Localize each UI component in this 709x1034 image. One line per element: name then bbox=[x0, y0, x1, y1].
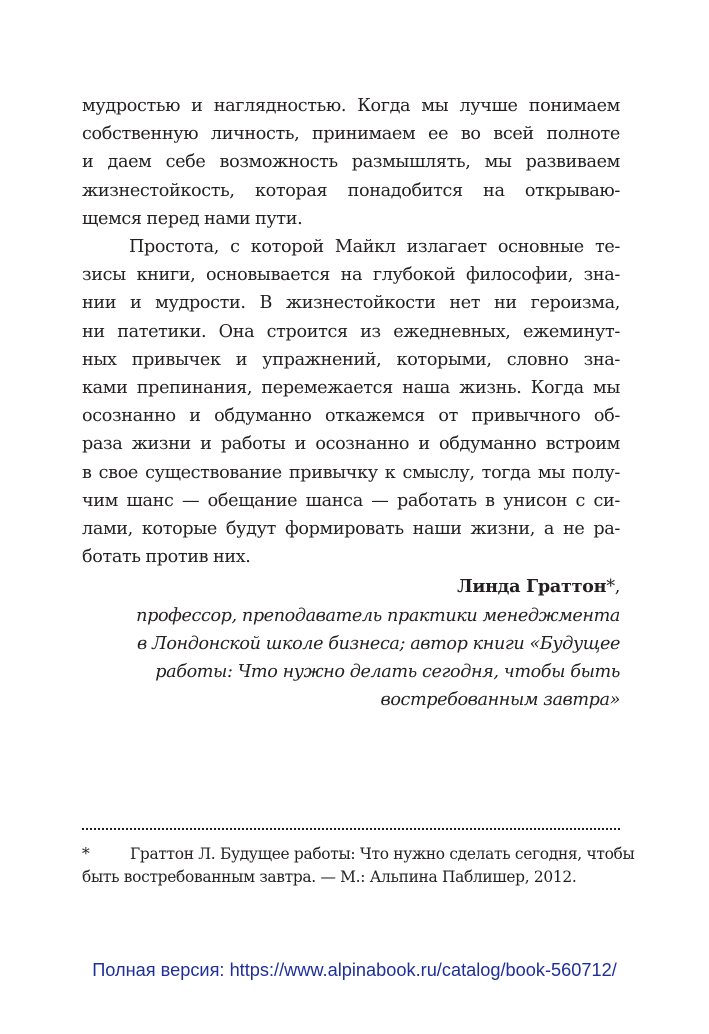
author-name: Линда Граттон bbox=[457, 576, 607, 598]
text-line: лами, которые будут формировать наши жизни, а не ра- bbox=[82, 519, 620, 540]
author-description-line: работы: Что нужно делать сегодня, чтобы быть bbox=[155, 662, 620, 683]
text-line: нии и мудрости. В жизнестойкости нет ни героизма, bbox=[82, 293, 620, 314]
text-line: зисы книги, основывается на глубокой философии, зна- bbox=[82, 265, 620, 286]
footnote-line: быть востребованным завтра. — М.: Альпина Паблишер, 2012. bbox=[82, 867, 577, 886]
text-line: щемся перед нами пути. bbox=[82, 208, 303, 229]
text-line: ни патетики. Она строится из ежедневных, ежеминут- bbox=[82, 321, 620, 342]
text-line: ботать против них. bbox=[82, 547, 251, 568]
full-version-label: Полная версия: bbox=[92, 960, 225, 980]
signature-block bbox=[82, 573, 620, 714]
text-line: мудростью и наглядностью. Когда мы лучше понимаем bbox=[82, 96, 620, 116]
text-line: и даем себе возможность размышлять, мы развиваем bbox=[82, 152, 620, 173]
paragraph-1 bbox=[82, 92, 620, 233]
paragraph-2 bbox=[82, 233, 620, 571]
text-line: чим шанс — обещание шанса — работать в унисон с си- bbox=[82, 490, 620, 511]
footnote-reference: *, bbox=[606, 577, 620, 598]
signature-name bbox=[82, 573, 620, 601]
text-line: осознанно и обдуманно откажемся от привычного об- bbox=[82, 406, 620, 427]
full-version-url[interactable]: https://www.alpinabook.ru/catalog/book-560712/ bbox=[229, 960, 617, 980]
footnote bbox=[82, 843, 635, 888]
text-line: в свое существование привычку к смыслу, тогда мы полу- bbox=[82, 462, 620, 483]
text-line: собственную личность, принимаем ее во всей полноте bbox=[82, 124, 620, 145]
author-description-line: в Лондонской школе бизнеса; автор книги «Будущее bbox=[137, 633, 620, 654]
footnote-divider bbox=[82, 828, 620, 830]
footnote-mark: * bbox=[82, 845, 90, 863]
full-version-link[interactable] bbox=[0, 957, 709, 983]
text-line: жизнестойкость, которая понадобится на открываю- bbox=[82, 180, 620, 201]
footnote-text: Граттон Л. Будущее работы: Что нужно сделать сегодня, чтобы bbox=[130, 845, 635, 863]
text-line: Простота, с которой Майкл излагает основные те- bbox=[129, 237, 620, 258]
text-line: ками препинания, перемежается наша жизнь. Когда мы bbox=[82, 378, 620, 399]
text-line: раза жизни и работы и осознанно и обдуманно встроим bbox=[82, 434, 620, 455]
main-text bbox=[82, 92, 620, 714]
author-description-line: востребованным завтра» bbox=[380, 690, 620, 711]
author-description-line: профессор, преподаватель практики менеджмента bbox=[136, 605, 620, 626]
footnote-line bbox=[82, 843, 635, 866]
text-line: ных привычек и упражнений, которыми, словно зна- bbox=[82, 349, 620, 370]
